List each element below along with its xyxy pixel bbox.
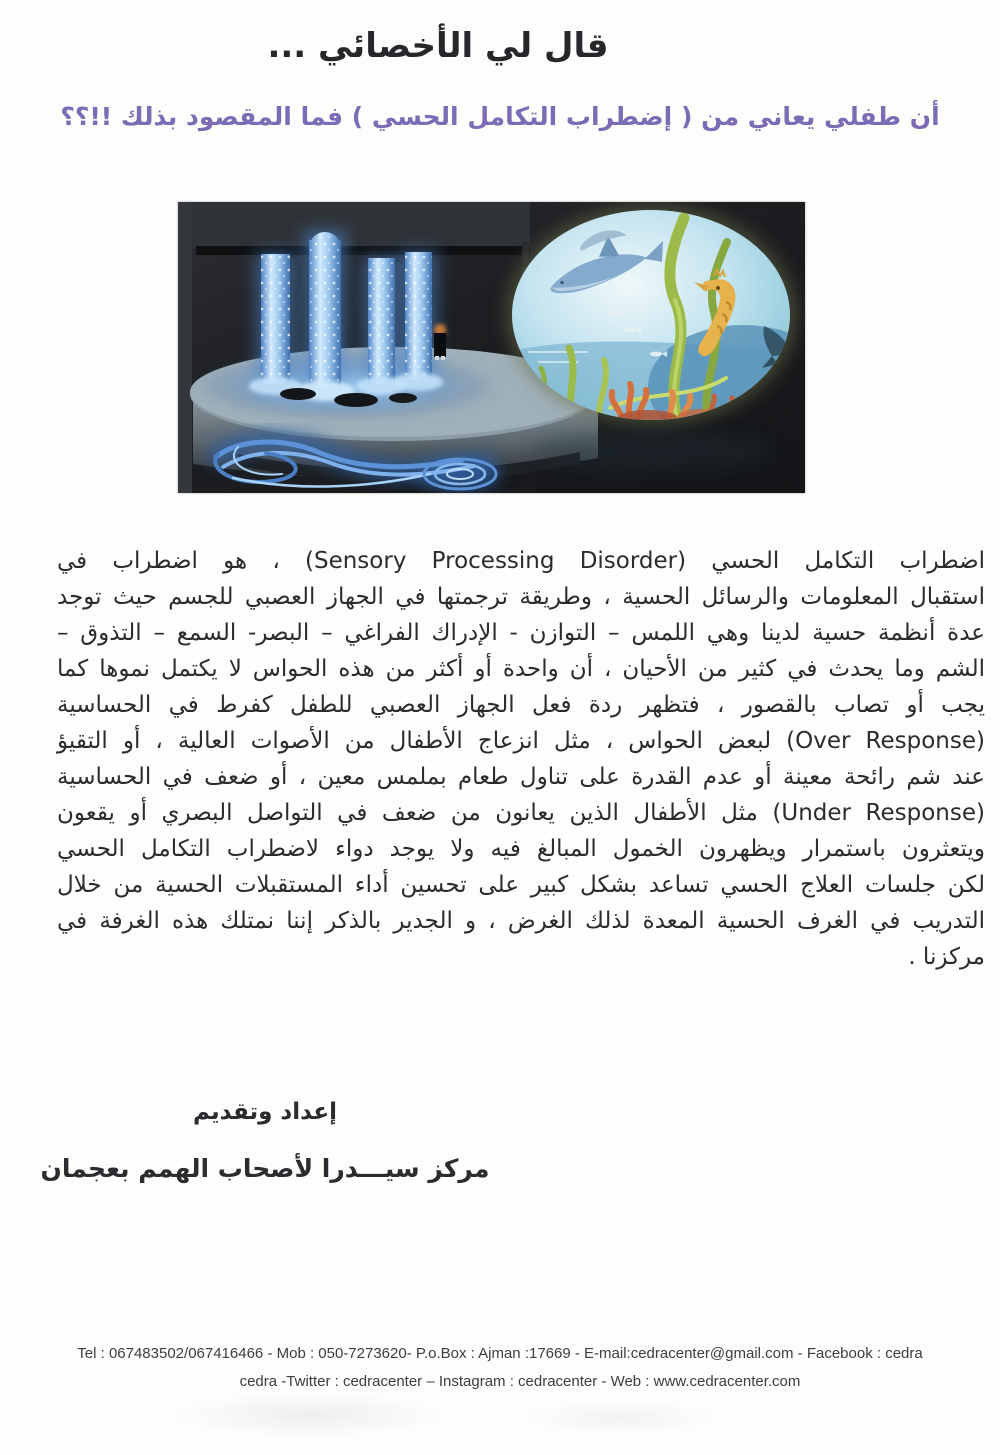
paragraph-line: اضطراب التكامل الحسي (Sensory Processing Disorder) ، هو اضطراب في (57, 548, 985, 574)
paragraph-line: (Over Response) لبعض الحواس ، مثل انزعاج الأطفال من الأصوات العالية ، أو التقيؤ (57, 728, 985, 754)
article-body (57, 543, 985, 975)
contact-footer (0, 1340, 1000, 1396)
paragraph-line: (Under Response) مثل الأطفال الذين يعانون من ضعف في التواصل البصري أو يقعون (57, 800, 985, 826)
prepared-by-label: إعداد وتقديم (192, 1099, 338, 1125)
floor-reflection (531, 430, 771, 470)
paragraph-line: استقبال المعلومات والرسائل الحسية ، وطريقة ترجمتها في الجهاز العصبي للجسم حيث توجد (57, 584, 985, 610)
scan-artifact (170, 1392, 450, 1438)
paragraph-line: مركزنا . (908, 944, 985, 970)
paragraph-line: عند شم رائحة معينة أو عدم القدرة على تناول طعام بملمس معين ، أو ضعف في الحساسية (57, 764, 985, 790)
center-name: مركز سيـــدرا لأصحاب الهمم بعجمان (40, 1154, 490, 1183)
page-title: قال لي الأخصائي ... (267, 26, 609, 66)
paragraph-line: يجب أو تصاب بالقصور ، فتظهر ردة فعل الجهاز العصبي للطفل كفرط في الحساسية (57, 692, 985, 718)
footer-contact-line-2: cedra -Twitter : cedracenter – Instagram : cedracenter - Web : www.cedracenter.com (239, 1373, 801, 1390)
sensory-room-photo (178, 202, 805, 493)
footer-contact-line-1: Tel : 067483502/067416466 - Mob : 050-7273620- P.o.Box : Ajman :17669 - E-mail:cedracenter@gmail.com - Facebook : cedra (77, 1345, 923, 1362)
ceiling-band (178, 202, 530, 248)
scan-artifact (520, 1400, 720, 1436)
page-subtitle: أن طفلي يعاني من ( إضطراب التكامل الحسي ) فما المقصود بذلك !!؟؟ (60, 102, 940, 131)
paragraph-line: لكن جلسات العلاج الحسي تساعد بشكل كبير على تحسين أداء المستقبلات الحسية من خلال (57, 872, 985, 898)
paragraph-line: الشم وما يحدث في كثير من الأحيان ، أن واحدة أو أكثر من هذه الحواس لا يكتمل نموها كما (57, 656, 985, 682)
sensory-room-illustration (178, 202, 805, 493)
figure-silhouette (434, 324, 446, 360)
paragraph-line: التدريب في الغرف الحسية المعدة لذلك الغرض ، و الجدير بالذكر إننا نمتلك هذه الغرفة في (57, 908, 985, 934)
bubble-tubes (249, 230, 443, 407)
paragraph-line: عدة أنظمة حسية لدينا وهي اللمس – التوازن - الإدراك الفراغي – البصر- السمع – التذوق – (57, 620, 985, 646)
paragraph-line: ويتعثرون باستمرار ويظهرون الخمول المبالغ فيه ولا يوجد دواء لاضطراب التكامل الحسي (57, 836, 985, 862)
